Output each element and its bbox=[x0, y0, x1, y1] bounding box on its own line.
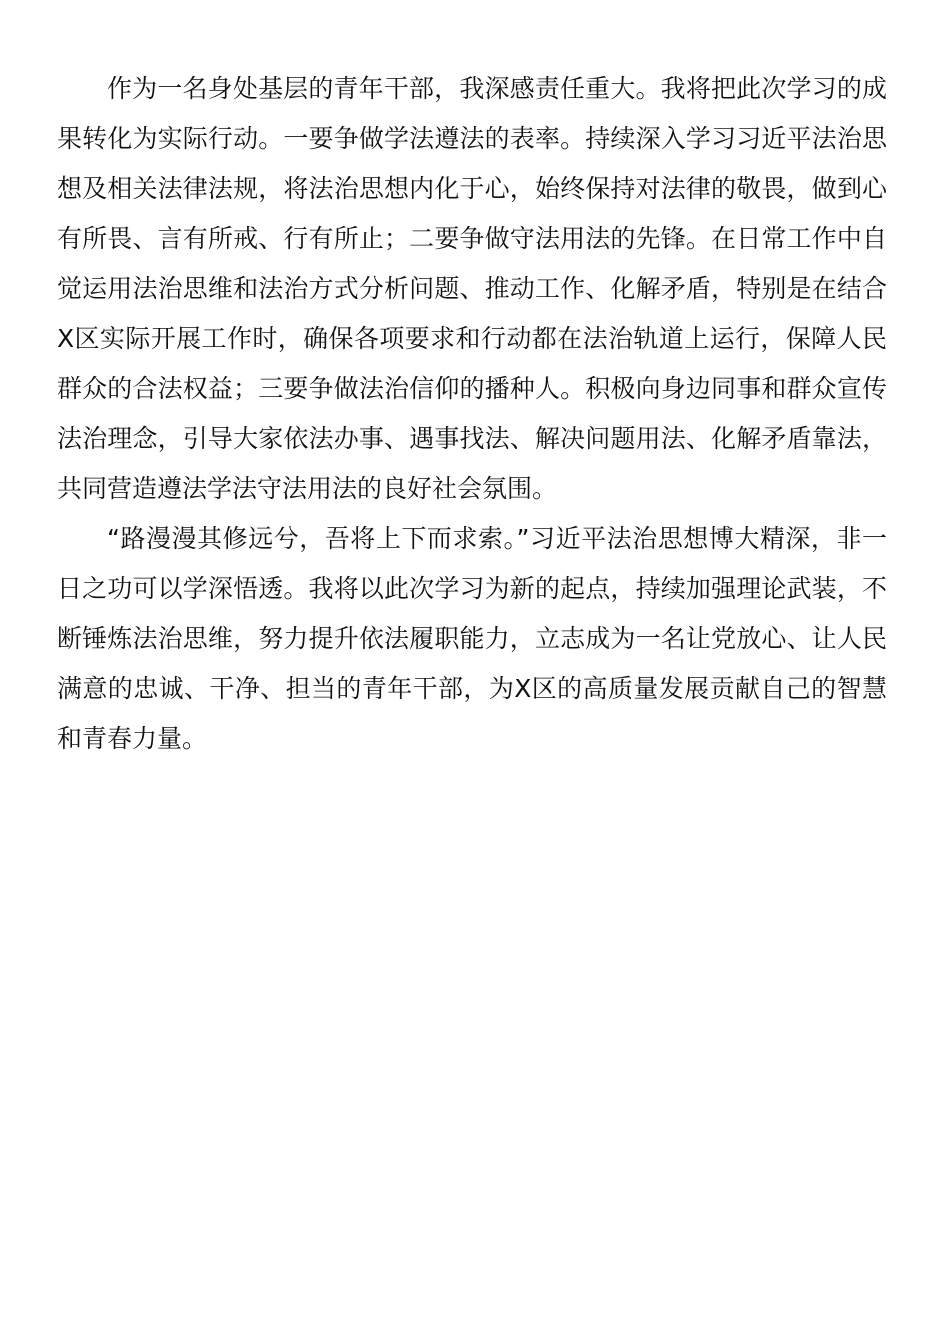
paragraph-action-plan: 作为一名身处基层的青年干部，我深感责任重大。我将把此次学习的成果转化为实际行动。一要争做学法遵法的表率。持续深入学习习近平法治思想及相关法律法规，将法治思想内化于心，始终保持对法律的敬畏，做到心有所畏、言有所戒、行有所止；二要争做守法用法的先锋。在日常工作中自觉运用法治思维和法治方式分析问题、推动工作、化解矛盾，特别是在结合X区实际开展工作时，确保各项要求和行动都在法治轨道上运行，保障人民群众的合法权益；三要争做法治信仰的播种人。积极向身边同事和群众宣传法治理念，引导大家依法办事、遇事找法、解决问题用法、化解矛盾靠法，共同营造遵法学法守法用法的良好社会氛围。 bbox=[57, 74, 887, 503]
document-body bbox=[57, 64, 887, 764]
paragraph-conclusion: “路漫漫其修远兮，吾将上下而求索。”习近平法治思想博大精深，非一日之功可以学深悟透。我将以此次学习为新的起点，持续加强理论武装，不断锤炼法治思维，努力提升依法履职能力，立志成为一名让党放心、让人民满意的忠诚、干净、担当的青年干部，为X区的高质量发展贡献自己的智慧和青春力量。 bbox=[57, 524, 887, 753]
